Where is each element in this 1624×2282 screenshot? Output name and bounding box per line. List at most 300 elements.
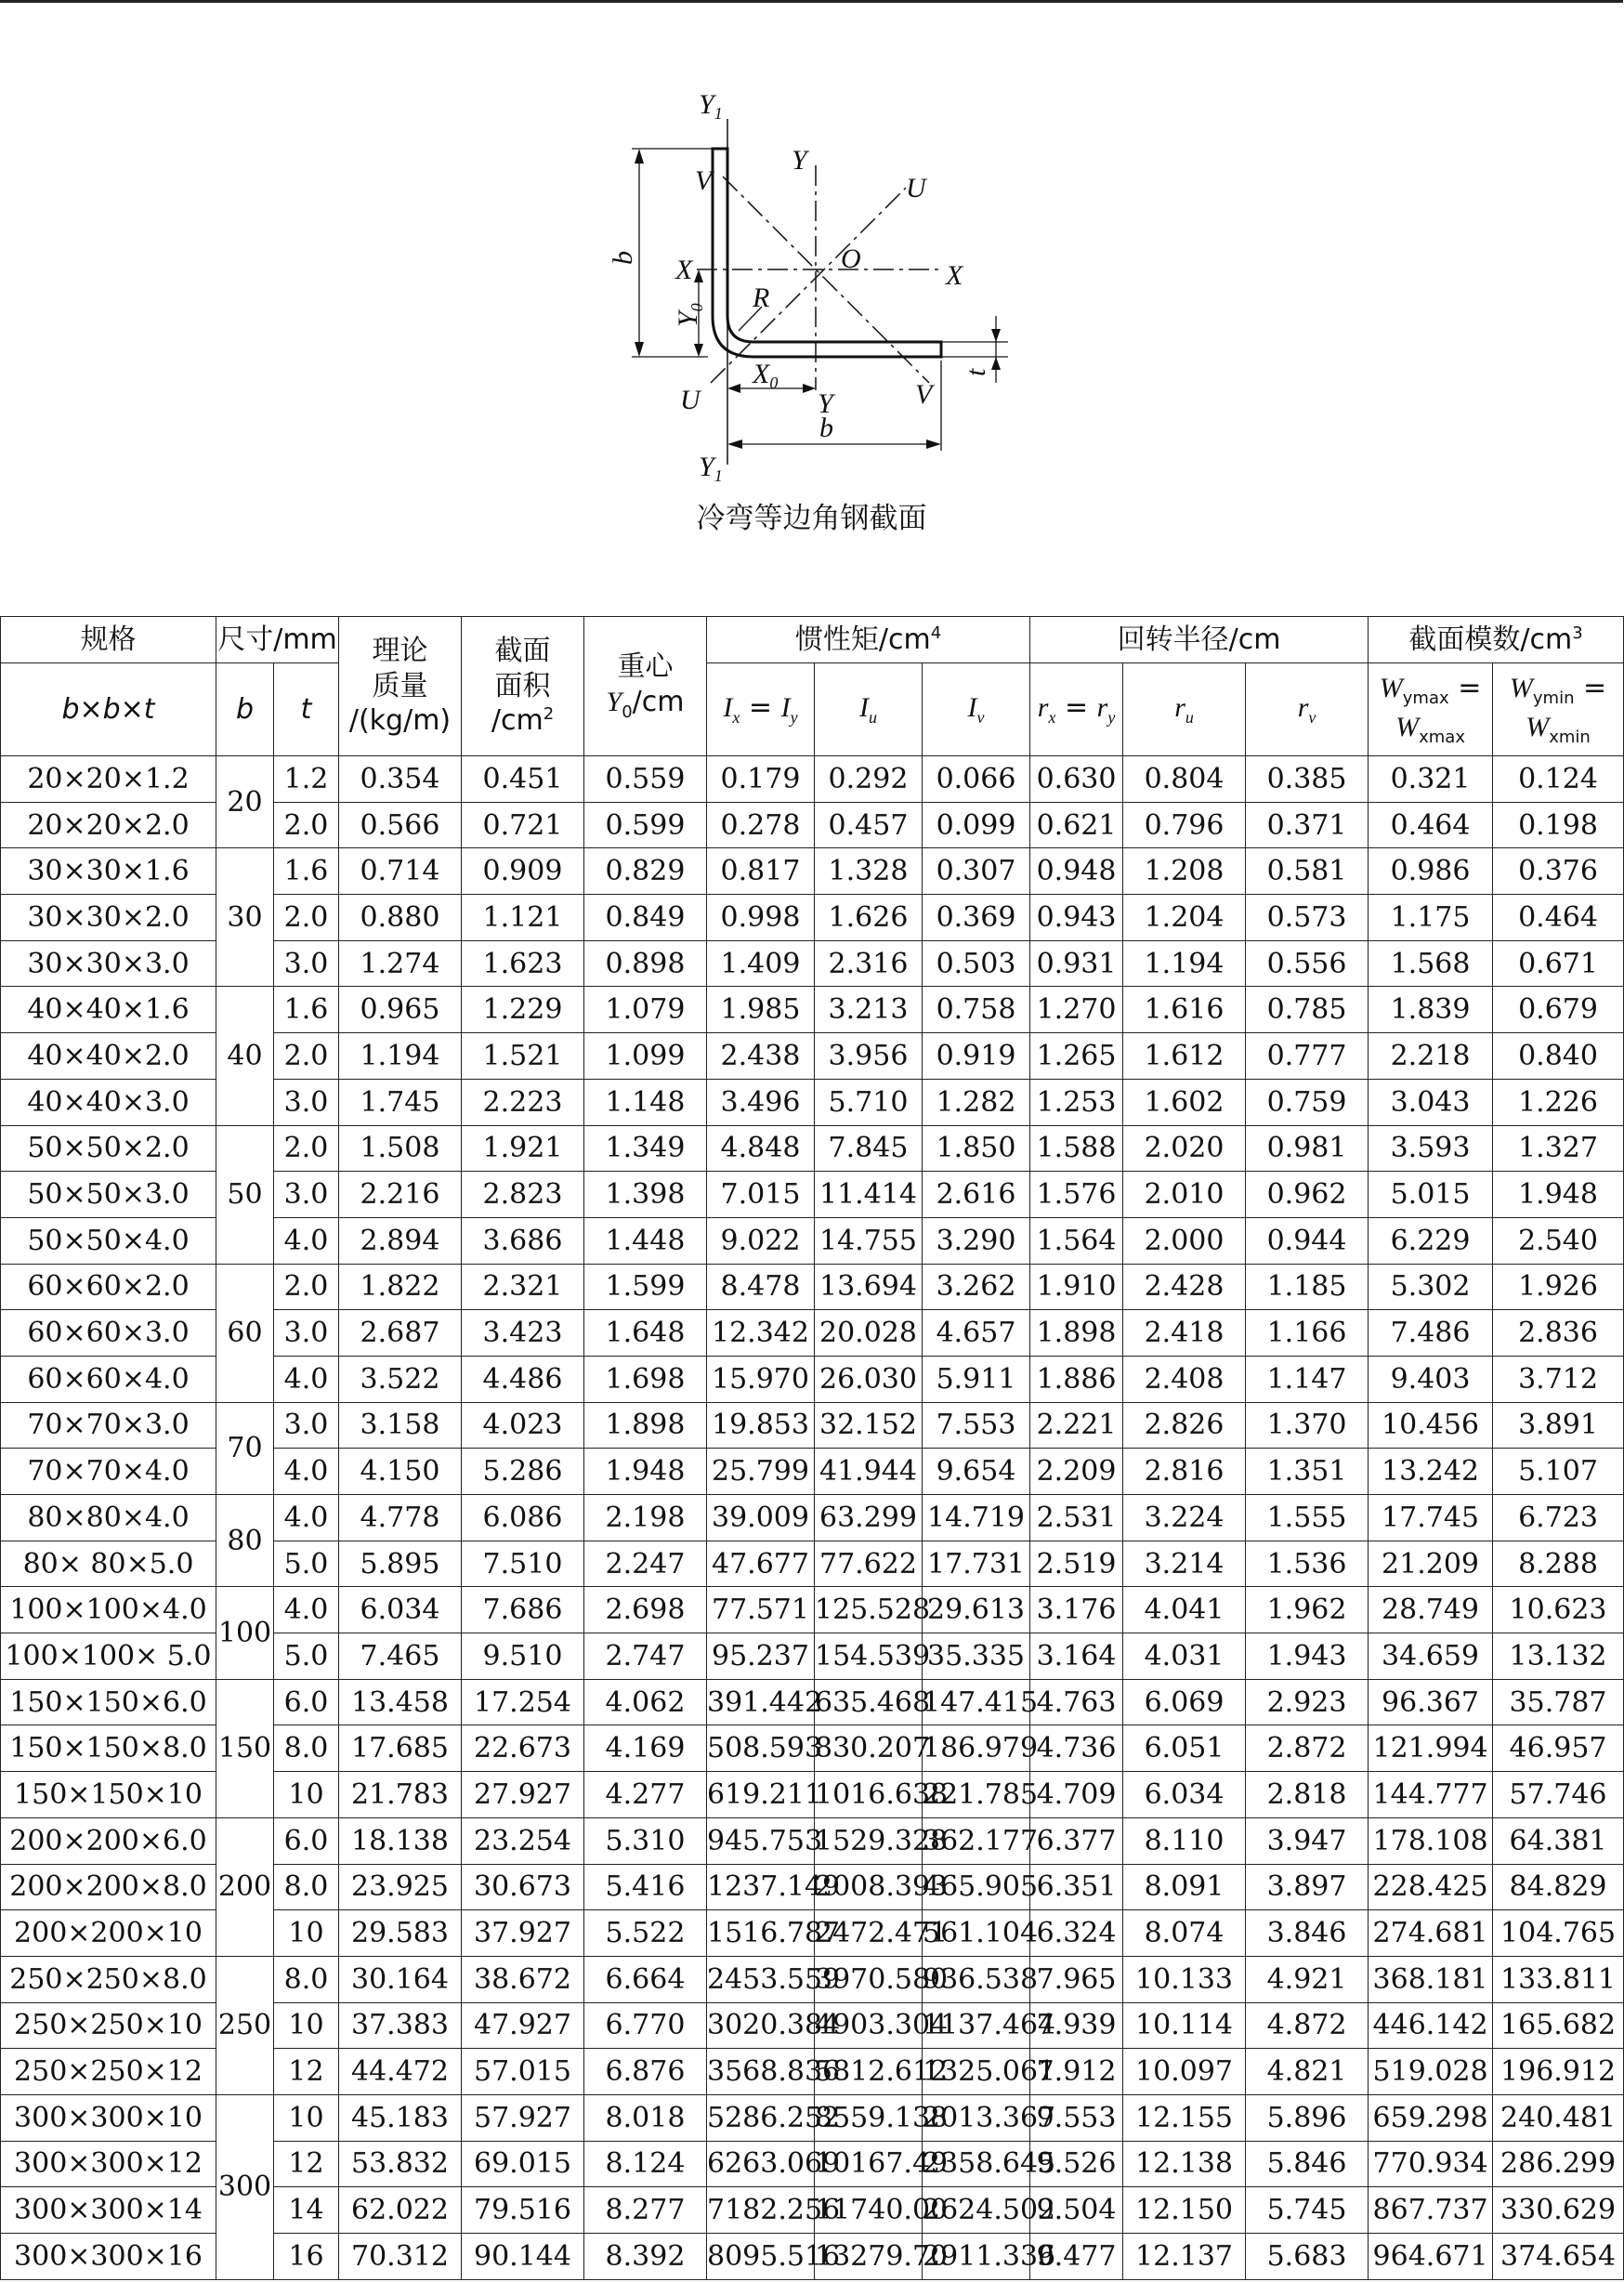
ru-cell: 1.194: [1123, 940, 1246, 987]
wmin-cell: 0.671: [1493, 940, 1624, 987]
centroid-cell: 0.849: [584, 895, 707, 941]
t-cell: 5.0: [274, 1633, 339, 1680]
ru-cell: 2.000: [1123, 1217, 1246, 1264]
area-cell: 69.015: [462, 2141, 584, 2187]
wmin-cell: 84.829: [1493, 1864, 1624, 1910]
mass-cell: 0.714: [339, 848, 462, 895]
table-row: [1, 1679, 1624, 1725]
rxy-cell: 1.898: [1030, 1310, 1123, 1357]
area-cell: 0.721: [462, 802, 584, 848]
ixy-cell: 8095.516: [707, 2234, 815, 2280]
table-row: [1, 848, 1624, 895]
ixy-cell: 39.009: [707, 1495, 815, 1541]
size-header: 尺寸/mm: [216, 617, 339, 663]
wmax-cell: 2.218: [1369, 1033, 1493, 1080]
mass-cell: 29.583: [339, 1910, 462, 1957]
t-cell: 4.0: [274, 1217, 339, 1264]
spec-cell: 40×40×1.6: [1, 987, 216, 1033]
centroid-cell: 1.648: [584, 1310, 707, 1357]
t-cell: 3.0: [274, 1402, 339, 1449]
rv-cell: 5.683: [1246, 2234, 1369, 2280]
centroid-cell: 1.148: [584, 1079, 707, 1125]
rv-cell: 3.846: [1246, 1910, 1369, 1957]
wmax-cell: 0.986: [1369, 848, 1493, 895]
area-cell: 0.909: [462, 848, 584, 895]
iv-cell: 0.919: [923, 1033, 1030, 1080]
wmin-header: $W_{ymin}$ = $W_{xmin}$: [1493, 663, 1624, 756]
rv-cell: 4.921: [1246, 1956, 1369, 2002]
ixy-cell: 508.593: [707, 1725, 815, 1772]
mass-cell: 1.508: [339, 1125, 462, 1172]
wmax-cell: 28.749: [1369, 1587, 1493, 1633]
area-cell: 1.121: [462, 895, 584, 941]
centroid-cell: 8.277: [584, 2187, 707, 2234]
modulus-header: 截面模数$/cm^3$: [1369, 617, 1624, 663]
iv-cell: 5.911: [923, 1356, 1030, 1402]
wmin-cell: 5.107: [1493, 1449, 1624, 1495]
rv-cell: 5.745: [1246, 2187, 1369, 2234]
centroid-cell: 6.876: [584, 2049, 707, 2095]
rxy-cell: 4.709: [1030, 1772, 1123, 1818]
iu-cell: 26.030: [815, 1356, 923, 1402]
iu-cell: 1.328: [815, 848, 923, 895]
wmin-cell: 13.132: [1493, 1633, 1624, 1680]
wmax-cell: 1.839: [1369, 987, 1493, 1033]
wmin-cell: 3.712: [1493, 1356, 1624, 1402]
spec-cell: 200×200×10: [1, 1910, 216, 1957]
wmin-cell: 64.381: [1493, 1817, 1624, 1864]
header-row-1: [1, 617, 1624, 663]
area-cell: 1.229: [462, 987, 584, 1033]
iu-cell: 77.622: [815, 1541, 923, 1587]
iu-cell: 13.694: [815, 1264, 923, 1310]
mass-cell: 0.880: [339, 895, 462, 941]
ru-cell: 10.114: [1123, 2002, 1246, 2049]
mass-cell: 30.164: [339, 1956, 462, 2002]
area-cell: 57.927: [462, 2094, 584, 2141]
iu-cell: 5812.612: [815, 2049, 923, 2095]
ixy-cell: 7.015: [707, 1172, 815, 1218]
t-cell: 2.0: [274, 1264, 339, 1310]
iu-cell: 3.213: [815, 987, 923, 1033]
ixy-cell: 9.022: [707, 1217, 815, 1264]
iu-cell: 125.528: [815, 1587, 923, 1633]
spec-cell: 20×20×2.0: [1, 802, 216, 848]
ru-cell: 6.051: [1123, 1725, 1246, 1772]
wmax-cell: 9.403: [1369, 1356, 1493, 1402]
rv-cell: 0.573: [1246, 895, 1369, 941]
table-row: [1, 1264, 1624, 1310]
rxy-cell: 9.477: [1030, 2234, 1123, 2280]
ixy-cell: 15.970: [707, 1356, 815, 1402]
area-cell: 23.254: [462, 1817, 584, 1864]
rxy-cell: 1.270: [1030, 987, 1123, 1033]
y0-label: $Y_0$: [673, 303, 706, 327]
iv-cell: 2013.367: [923, 2094, 1030, 2141]
iv-cell: 3.262: [923, 1264, 1030, 1310]
wmin-cell: 1.948: [1493, 1172, 1624, 1218]
iu-cell: 4903.304: [815, 2002, 923, 2049]
iv-cell: 3.290: [923, 1217, 1030, 1264]
mass-cell: 2.216: [339, 1172, 462, 1218]
x0-label: $X_0$: [753, 359, 779, 392]
rv-cell: 3.947: [1246, 1817, 1369, 1864]
rxy-cell: 1.576: [1030, 1172, 1123, 1218]
y1-bottom-label: $Y_1$: [699, 452, 723, 485]
rxy-cell: 6.377: [1030, 1817, 1123, 1864]
iu-cell: 20.028: [815, 1310, 923, 1357]
mass-cell: 62.022: [339, 2187, 462, 2234]
centroid-cell: 1.099: [584, 1033, 707, 1080]
t-cell: 8.0: [274, 1956, 339, 2002]
wmax-cell: 144.777: [1369, 1772, 1493, 1818]
size-b-header: b: [216, 663, 274, 756]
iu-header: $I_u$: [815, 663, 923, 756]
ru-cell: 3.224: [1123, 1495, 1246, 1541]
spec-cell: 300×300×12: [1, 2141, 216, 2187]
wmin-cell: 35.787: [1493, 1679, 1624, 1725]
area-cell: 27.927: [462, 1772, 584, 1818]
b-cell: 70: [216, 1402, 274, 1494]
mass-cell: 37.383: [339, 2002, 462, 2049]
ixy-cell: 77.571: [707, 1587, 815, 1633]
centroid-cell: 2.698: [584, 1587, 707, 1633]
wmax-cell: 867.737: [1369, 2187, 1493, 2234]
angle-section-figure: [0, 0, 1623, 613]
t-cell: 2.0: [274, 1033, 339, 1080]
iv-cell: 0.503: [923, 940, 1030, 987]
t-cell: 12: [274, 2141, 339, 2187]
iu-cell: 7.845: [815, 1125, 923, 1172]
t-cell: 1.6: [274, 848, 339, 895]
spec-cell: 250×250×12: [1, 2049, 216, 2095]
rxy-cell: 4.736: [1030, 1725, 1123, 1772]
b-cell: 20: [216, 756, 274, 848]
iu-cell: 2.316: [815, 940, 923, 987]
area-cell: 38.672: [462, 1956, 584, 2002]
b-cell: 30: [216, 848, 274, 987]
iu-cell: 14.755: [815, 1217, 923, 1264]
spec-cell: 60×60×2.0: [1, 1264, 216, 1310]
table-row: [1, 756, 1624, 803]
wmax-cell: 0.464: [1369, 802, 1493, 848]
mass-cell: 5.895: [339, 1541, 462, 1587]
spec-header: 规格: [1, 617, 216, 663]
area-cell: 1.623: [462, 940, 584, 987]
iv-cell: 1137.464: [923, 2002, 1030, 2049]
centroid-cell: 1.398: [584, 1172, 707, 1218]
t-cell: 5.0: [274, 1541, 339, 1587]
inertia-header: 惯性矩$/cm^4$: [707, 617, 1030, 663]
iu-cell: 830.207: [815, 1725, 923, 1772]
ru-cell: 2.010: [1123, 1172, 1246, 1218]
iv-cell: 0.369: [923, 895, 1030, 941]
spec-cell: 60×60×3.0: [1, 1310, 216, 1357]
ixy-cell: 3.496: [707, 1079, 815, 1125]
mass-header: 理论 质量 /(kg/m): [339, 617, 462, 756]
ixy-cell: 0.817: [707, 848, 815, 895]
iv-cell: 561.104: [923, 1910, 1030, 1957]
iu-cell: 1.626: [815, 895, 923, 941]
iu-cell: 11.414: [815, 1172, 923, 1218]
iv-cell: 17.731: [923, 1541, 1030, 1587]
area-cell: 4.023: [462, 1402, 584, 1449]
iv-cell: 9.654: [923, 1449, 1030, 1495]
ixy-cell: 25.799: [707, 1449, 815, 1495]
rv-cell: 2.923: [1246, 1679, 1369, 1725]
spec-cell: 40×40×2.0: [1, 1033, 216, 1080]
wmax-cell: 5.015: [1369, 1172, 1493, 1218]
centroid-cell: 2.747: [584, 1633, 707, 1680]
rv-cell: 0.981: [1246, 1125, 1369, 1172]
centroid-cell: 8.018: [584, 2094, 707, 2141]
ixy-cell: 619.211: [707, 1772, 815, 1818]
ixy-cell: 2453.559: [707, 1956, 815, 2002]
wmax-cell: 446.142: [1369, 2002, 1493, 2049]
ix-iy-header: $I_x = I_y$: [707, 663, 815, 756]
wmax-cell: 5.302: [1369, 1264, 1493, 1310]
t-cell: 14: [274, 2187, 339, 2234]
u-top-label: U: [906, 173, 926, 203]
mass-cell: 2.687: [339, 1310, 462, 1357]
rv-cell: 0.785: [1246, 987, 1369, 1033]
t-cell: 10: [274, 2002, 339, 2049]
b-cell: 200: [216, 1817, 274, 1956]
table-row: [1, 1125, 1624, 1172]
spec-cell: 30×30×3.0: [1, 940, 216, 987]
mass-cell: 1.745: [339, 1079, 462, 1125]
v-axis: [723, 177, 929, 383]
mass-cell: 44.472: [339, 2049, 462, 2095]
spec-cell: 100×100×4.0: [1, 1587, 216, 1633]
b-cell: 300: [216, 2094, 274, 2279]
t-cell: 1.2: [274, 756, 339, 803]
ixy-cell: 3568.836: [707, 2049, 815, 2095]
iv-cell: 0.758: [923, 987, 1030, 1033]
t-cell: 4.0: [274, 1587, 339, 1633]
ru-cell: 4.041: [1123, 1587, 1246, 1633]
centroid-cell: 0.898: [584, 940, 707, 987]
iv-cell: 1.850: [923, 1125, 1030, 1172]
wmin-cell: 374.654: [1493, 2234, 1624, 2280]
ru-cell: 12.155: [1123, 2094, 1246, 2141]
wmax-cell: 1.568: [1369, 940, 1493, 987]
rxy-cell: 3.176: [1030, 1587, 1123, 1633]
t-cell: 10: [274, 2094, 339, 2141]
wmax-cell: 34.659: [1369, 1633, 1493, 1680]
centroid-cell: 5.310: [584, 1817, 707, 1864]
o-label: O: [841, 243, 861, 274]
spec-cell: 70×70×4.0: [1, 1449, 216, 1495]
ru-header: $r_u$: [1123, 663, 1246, 756]
wmax-cell: 659.298: [1369, 2094, 1493, 2141]
mass-cell: 2.894: [339, 1217, 462, 1264]
wmax-cell: 10.456: [1369, 1402, 1493, 1449]
mass-cell: 4.150: [339, 1449, 462, 1495]
wmax-header: $W_{ymax}$ = $W_{xmax}$: [1369, 663, 1493, 756]
ixy-cell: 19.853: [707, 1402, 815, 1449]
rxy-cell: 1.588: [1030, 1125, 1123, 1172]
b-cell: 150: [216, 1679, 274, 1817]
t-cell: 3.0: [274, 1172, 339, 1218]
iv-cell: 0.307: [923, 848, 1030, 895]
rxy-cell: 7.939: [1030, 2002, 1123, 2049]
ixy-cell: 1.409: [707, 940, 815, 987]
iu-cell: 13279.70: [815, 2234, 923, 2280]
rv-cell: 1.943: [1246, 1633, 1369, 1680]
iu-cell: 0.457: [815, 802, 923, 848]
rv-cell: 0.944: [1246, 1217, 1369, 1264]
area-cell: 57.015: [462, 2049, 584, 2095]
spec-cell: 80×80×4.0: [1, 1495, 216, 1541]
wmin-cell: 1.226: [1493, 1079, 1624, 1125]
t-cell: 3.0: [274, 1310, 339, 1357]
t-cell: 3.0: [274, 1079, 339, 1125]
rv-cell: 1.185: [1246, 1264, 1369, 1310]
rv-cell: 5.896: [1246, 2094, 1369, 2141]
spec-cell: 30×30×1.6: [1, 848, 216, 895]
centroid-cell: 1.599: [584, 1264, 707, 1310]
b-cell: 60: [216, 1264, 274, 1402]
ru-cell: 1.616: [1123, 987, 1246, 1033]
spec-sub-header: b×b×t: [1, 663, 216, 756]
iu-cell: 63.299: [815, 1495, 923, 1541]
ixy-cell: 12.342: [707, 1310, 815, 1357]
rv-cell: 1.351: [1246, 1449, 1369, 1495]
area-cell: 2.321: [462, 1264, 584, 1310]
rxy-cell: 7.912: [1030, 2049, 1123, 2095]
rv-cell: 1.962: [1246, 1587, 1369, 1633]
wmin-cell: 10.623: [1493, 1587, 1624, 1633]
centroid-cell: 4.277: [584, 1772, 707, 1818]
mass-cell: 3.158: [339, 1402, 462, 1449]
centroid-cell: 2.198: [584, 1495, 707, 1541]
ru-cell: 12.138: [1123, 2141, 1246, 2187]
b-bottom-label: b: [819, 413, 833, 443]
table-row: [1, 1402, 1624, 1449]
iu-cell: 10167.49: [815, 2141, 923, 2187]
wmax-cell: 368.181: [1369, 1956, 1493, 2002]
iu-cell: 154.539: [815, 1633, 923, 1680]
iv-cell: 2911.336: [923, 2234, 1030, 2280]
t-cell: 2.0: [274, 802, 339, 848]
r-label: R: [753, 282, 770, 313]
area-cell: 7.686: [462, 1587, 584, 1633]
ixy-cell: 2.438: [707, 1033, 815, 1080]
rxy-cell: 0.943: [1030, 895, 1123, 941]
rv-header: $r_v$: [1246, 663, 1369, 756]
v-top-label: V: [695, 165, 713, 196]
iu-cell: 635.468: [815, 1679, 923, 1725]
centroid-cell: 4.169: [584, 1725, 707, 1772]
wmin-cell: 2.540: [1493, 1217, 1624, 1264]
spec-cell: 150×150×8.0: [1, 1725, 216, 1772]
rxy-cell: 1.886: [1030, 1356, 1123, 1402]
mass-cell: 7.465: [339, 1633, 462, 1680]
ru-cell: 1.204: [1123, 895, 1246, 941]
centroid-cell: 1.079: [584, 987, 707, 1033]
table-row: [1, 987, 1624, 1033]
ru-cell: 8.091: [1123, 1864, 1246, 1910]
wmin-cell: 196.912: [1493, 2049, 1624, 2095]
spec-cell: 300×300×10: [1, 2094, 216, 2141]
iu-cell: 3.956: [815, 1033, 923, 1080]
rxy-cell: 0.621: [1030, 802, 1123, 848]
rv-cell: 1.370: [1246, 1402, 1369, 1449]
ru-cell: 2.826: [1123, 1402, 1246, 1449]
rxy-cell: 0.931: [1030, 940, 1123, 987]
area-cell: 47.927: [462, 2002, 584, 2049]
iv-cell: 0.099: [923, 802, 1030, 848]
area-cell: 2.223: [462, 1079, 584, 1125]
mass-cell: 17.685: [339, 1725, 462, 1772]
ixy-cell: 0.278: [707, 802, 815, 848]
rxy-cell: 6.351: [1030, 1864, 1123, 1910]
mass-cell: 0.965: [339, 987, 462, 1033]
rxy-cell: 7.965: [1030, 1956, 1123, 2002]
area-cell: 17.254: [462, 1679, 584, 1725]
ru-cell: 2.020: [1123, 1125, 1246, 1172]
ixy-cell: 1237.149: [707, 1864, 815, 1910]
b-cell: 80: [216, 1495, 274, 1587]
mass-cell: 0.566: [339, 802, 462, 848]
mass-cell: 45.183: [339, 2094, 462, 2141]
t-cell: 1.6: [274, 987, 339, 1033]
area-cell: 6.086: [462, 1495, 584, 1541]
centroid-cell: 6.770: [584, 2002, 707, 2049]
mass-cell: 6.034: [339, 1587, 462, 1633]
ru-cell: 4.031: [1123, 1633, 1246, 1680]
wmin-cell: 1.926: [1493, 1264, 1624, 1310]
table-row: [1, 1587, 1624, 1633]
iv-cell: 4.657: [923, 1310, 1030, 1357]
area-cell: 22.673: [462, 1725, 584, 1772]
centroid-cell: 1.448: [584, 1217, 707, 1264]
ru-cell: 2.408: [1123, 1356, 1246, 1402]
rv-cell: 0.371: [1246, 802, 1369, 848]
wmax-cell: 13.242: [1369, 1449, 1493, 1495]
rx-ry-header: $r_x = r_y$: [1030, 663, 1123, 756]
ru-cell: 1.208: [1123, 848, 1246, 895]
ru-cell: 6.069: [1123, 1679, 1246, 1725]
iv-cell: 936.538: [923, 1956, 1030, 2002]
wmin-cell: 240.481: [1493, 2094, 1624, 2141]
ru-cell: 6.034: [1123, 1772, 1246, 1818]
t-cell: 3.0: [274, 940, 339, 987]
wmin-cell: 2.836: [1493, 1310, 1624, 1357]
ixy-cell: 0.179: [707, 756, 815, 803]
x-right-label: X: [946, 260, 963, 291]
iv-cell: 35.335: [923, 1633, 1030, 1680]
centroid-cell: 2.247: [584, 1541, 707, 1587]
wmax-cell: 21.209: [1369, 1541, 1493, 1587]
spec-cell: 50×50×2.0: [1, 1125, 216, 1172]
ru-cell: 8.074: [1123, 1910, 1246, 1957]
b-left-label: b: [608, 251, 638, 265]
rv-cell: 4.872: [1246, 2002, 1369, 2049]
t-cell: 8.0: [274, 1864, 339, 1910]
centroid-cell: 1.948: [584, 1449, 707, 1495]
ixy-cell: 5286.252: [707, 2094, 815, 2141]
mass-cell: 0.354: [339, 756, 462, 803]
rv-cell: 0.385: [1246, 756, 1369, 803]
rxy-cell: 4.763: [1030, 1679, 1123, 1725]
centroid-cell: 0.559: [584, 756, 707, 803]
area-cell: 37.927: [462, 1910, 584, 1957]
table-row: [1, 1956, 1624, 2002]
rxy-cell: 2.221: [1030, 1402, 1123, 1449]
ixy-cell: 8.478: [707, 1264, 815, 1310]
